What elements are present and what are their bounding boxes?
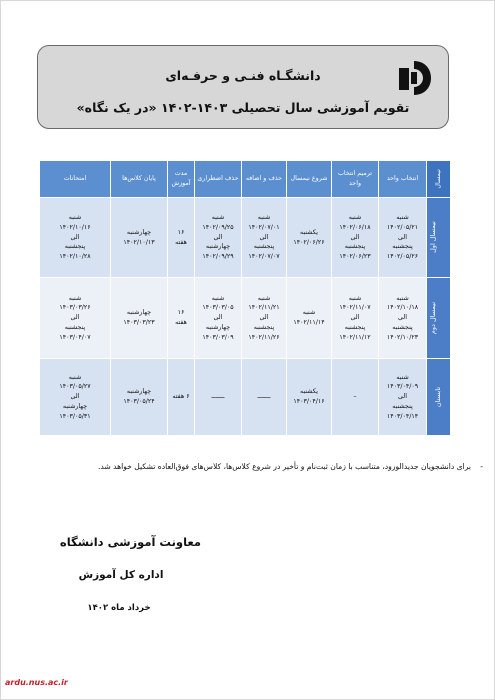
- university-name: دانشگـاه فنـی و حرفـه‌ای: [165, 68, 321, 83]
- table-row: [40, 359, 451, 436]
- table-row: [40, 278, 451, 359]
- unit-amendment-cell: شنبه ۱۴۰۲/۰۶/۱۸ الی پنجشنبه ۱۴۰۲/۰۶/۲۳: [332, 198, 379, 278]
- unit-selection-cell: شنبه ۱۴۰۲/۱۰/۱۸ الی پنجشنبه ۱۴۰۲/۱۰/۲۳: [379, 278, 427, 359]
- semester-cell: تابستان: [427, 359, 451, 436]
- bullet-dash: -: [480, 462, 483, 471]
- semester-start-cell: شنبه ۱۴۰۲/۱۱/۱۴: [287, 278, 332, 359]
- unit-selection-cell: شنبه ۱۴۰۳/۰۴/۰۹ الی پنجشنبه ۱۴۰۳/۰۴/۱۴: [379, 359, 427, 436]
- semester-cell: نیمسال دوم: [427, 278, 451, 359]
- signature-department: اداره کل آموزش: [78, 569, 164, 581]
- column-header: نیمسال: [427, 161, 451, 198]
- footnote: [51, 459, 483, 476]
- add-drop-cell: شنبه ۱۴۰۲/۰۷/۰۱ الی پنجشنبه ۱۴۰۲/۰۷/۰۷: [242, 198, 287, 278]
- signature-office: معاونت آموزشی دانشگاه: [59, 535, 201, 549]
- classes-end-cell: چهارشنبه ۱۴۰۲/۱۰/۱۳: [111, 198, 168, 278]
- emergency-drop-cell: شنبه ۱۴۰۳/۰۳/۰۵ الی چهارشنبه ۱۴۰۳/۰۳/۰۹: [195, 278, 242, 359]
- column-header: پایان کلاس‌ها: [111, 161, 168, 198]
- add-drop-cell: شنبه ۱۴۰۲/۱۱/۲۱ الی پنجشنبه ۱۴۰۲/۱۱/۲۶: [242, 278, 287, 359]
- duration-cell: ۶ هفته: [168, 359, 195, 436]
- exams-cell: شنبه ۱۴۰۳/۰۳/۲۶ الی پنجشنبه ۱۴۰۳/۰۴/۰۷: [40, 278, 111, 359]
- unit-selection-cell: شنبه ۱۴۰۲/۰۵/۲۱ الی پنجشنبه ۱۴۰۲/۰۵/۲۶: [379, 198, 427, 278]
- classes-end-cell: چهارشنبه ۱۴۰۳/۰۳/۲۳: [111, 278, 168, 359]
- academic-calendar-table: [39, 160, 451, 436]
- semester-start-cell: یکشنبه ۱۴۰۲/۰۶/۲۶: [287, 198, 332, 278]
- signature-date: خرداد ماه ۱۴۰۲: [87, 603, 151, 613]
- duration-cell: ۱۶ هفته: [168, 278, 195, 359]
- exams-cell: شنبه ۱۴۰۳/۰۵/۲۷ الی چهارشنبه ۱۴۰۳/۰۵/۳۱: [40, 359, 111, 436]
- table-header-row: [40, 161, 451, 198]
- unit-amendment-cell: شنبه ۱۴۰۲/۱۱/۰۷ الی پنجشنبه ۱۴۰۲/۱۱/۱۲: [332, 278, 379, 359]
- column-header: انتخاب واحد: [379, 161, 427, 198]
- calendar-title: تقویم آموزشی سال تحصیلی ۱۴۰۳-۱۴۰۲ «در یک نگاه»: [76, 100, 410, 115]
- column-header: حذف و اضافه: [242, 161, 287, 198]
- semester-cell: نیمسال اول: [427, 198, 451, 278]
- column-header: شروع نیمسال: [287, 161, 332, 198]
- duration-cell: ۱۶ هفته: [168, 198, 195, 278]
- header-box: [37, 45, 449, 129]
- table-row: [40, 198, 451, 278]
- footnote-text: برای دانشجویان جدیدالورود، متناسب با زمان ثبت‌نام و تأخیر در شروع کلاس‌ها، کلاس‌های فوق‌العاده تشکیل خواهد شد.: [97, 462, 471, 471]
- semester-start-cell: یکشنبه ۱۴۰۳/۰۴/۱۶: [287, 359, 332, 436]
- column-header: مدت آموزش: [168, 161, 195, 198]
- site-watermark: ardu.nus.ac.ir: [1, 676, 71, 690]
- classes-end-cell: چهارشنبه ۱۴۰۳/۰۵/۲۴: [111, 359, 168, 436]
- unit-amendment-cell: –: [332, 359, 379, 436]
- column-header: حذف اضطراری: [195, 161, 242, 198]
- exams-cell: شنبه ۱۴۰۲/۱۰/۱۶ الی پنجشنبه ۱۴۰۲/۱۰/۲۸: [40, 198, 111, 278]
- emergency-drop-cell: شنبه ۱۴۰۲/۰۹/۲۵ الی چهارشنبه ۱۴۰۲/۰۹/۲۹: [195, 198, 242, 278]
- column-header: امتحانات: [40, 161, 111, 198]
- add-drop-cell: ـــــــ: [242, 359, 287, 436]
- emergency-drop-cell: ـــــــ: [195, 359, 242, 436]
- column-header: ترمیم انتخاب واحد: [332, 161, 379, 198]
